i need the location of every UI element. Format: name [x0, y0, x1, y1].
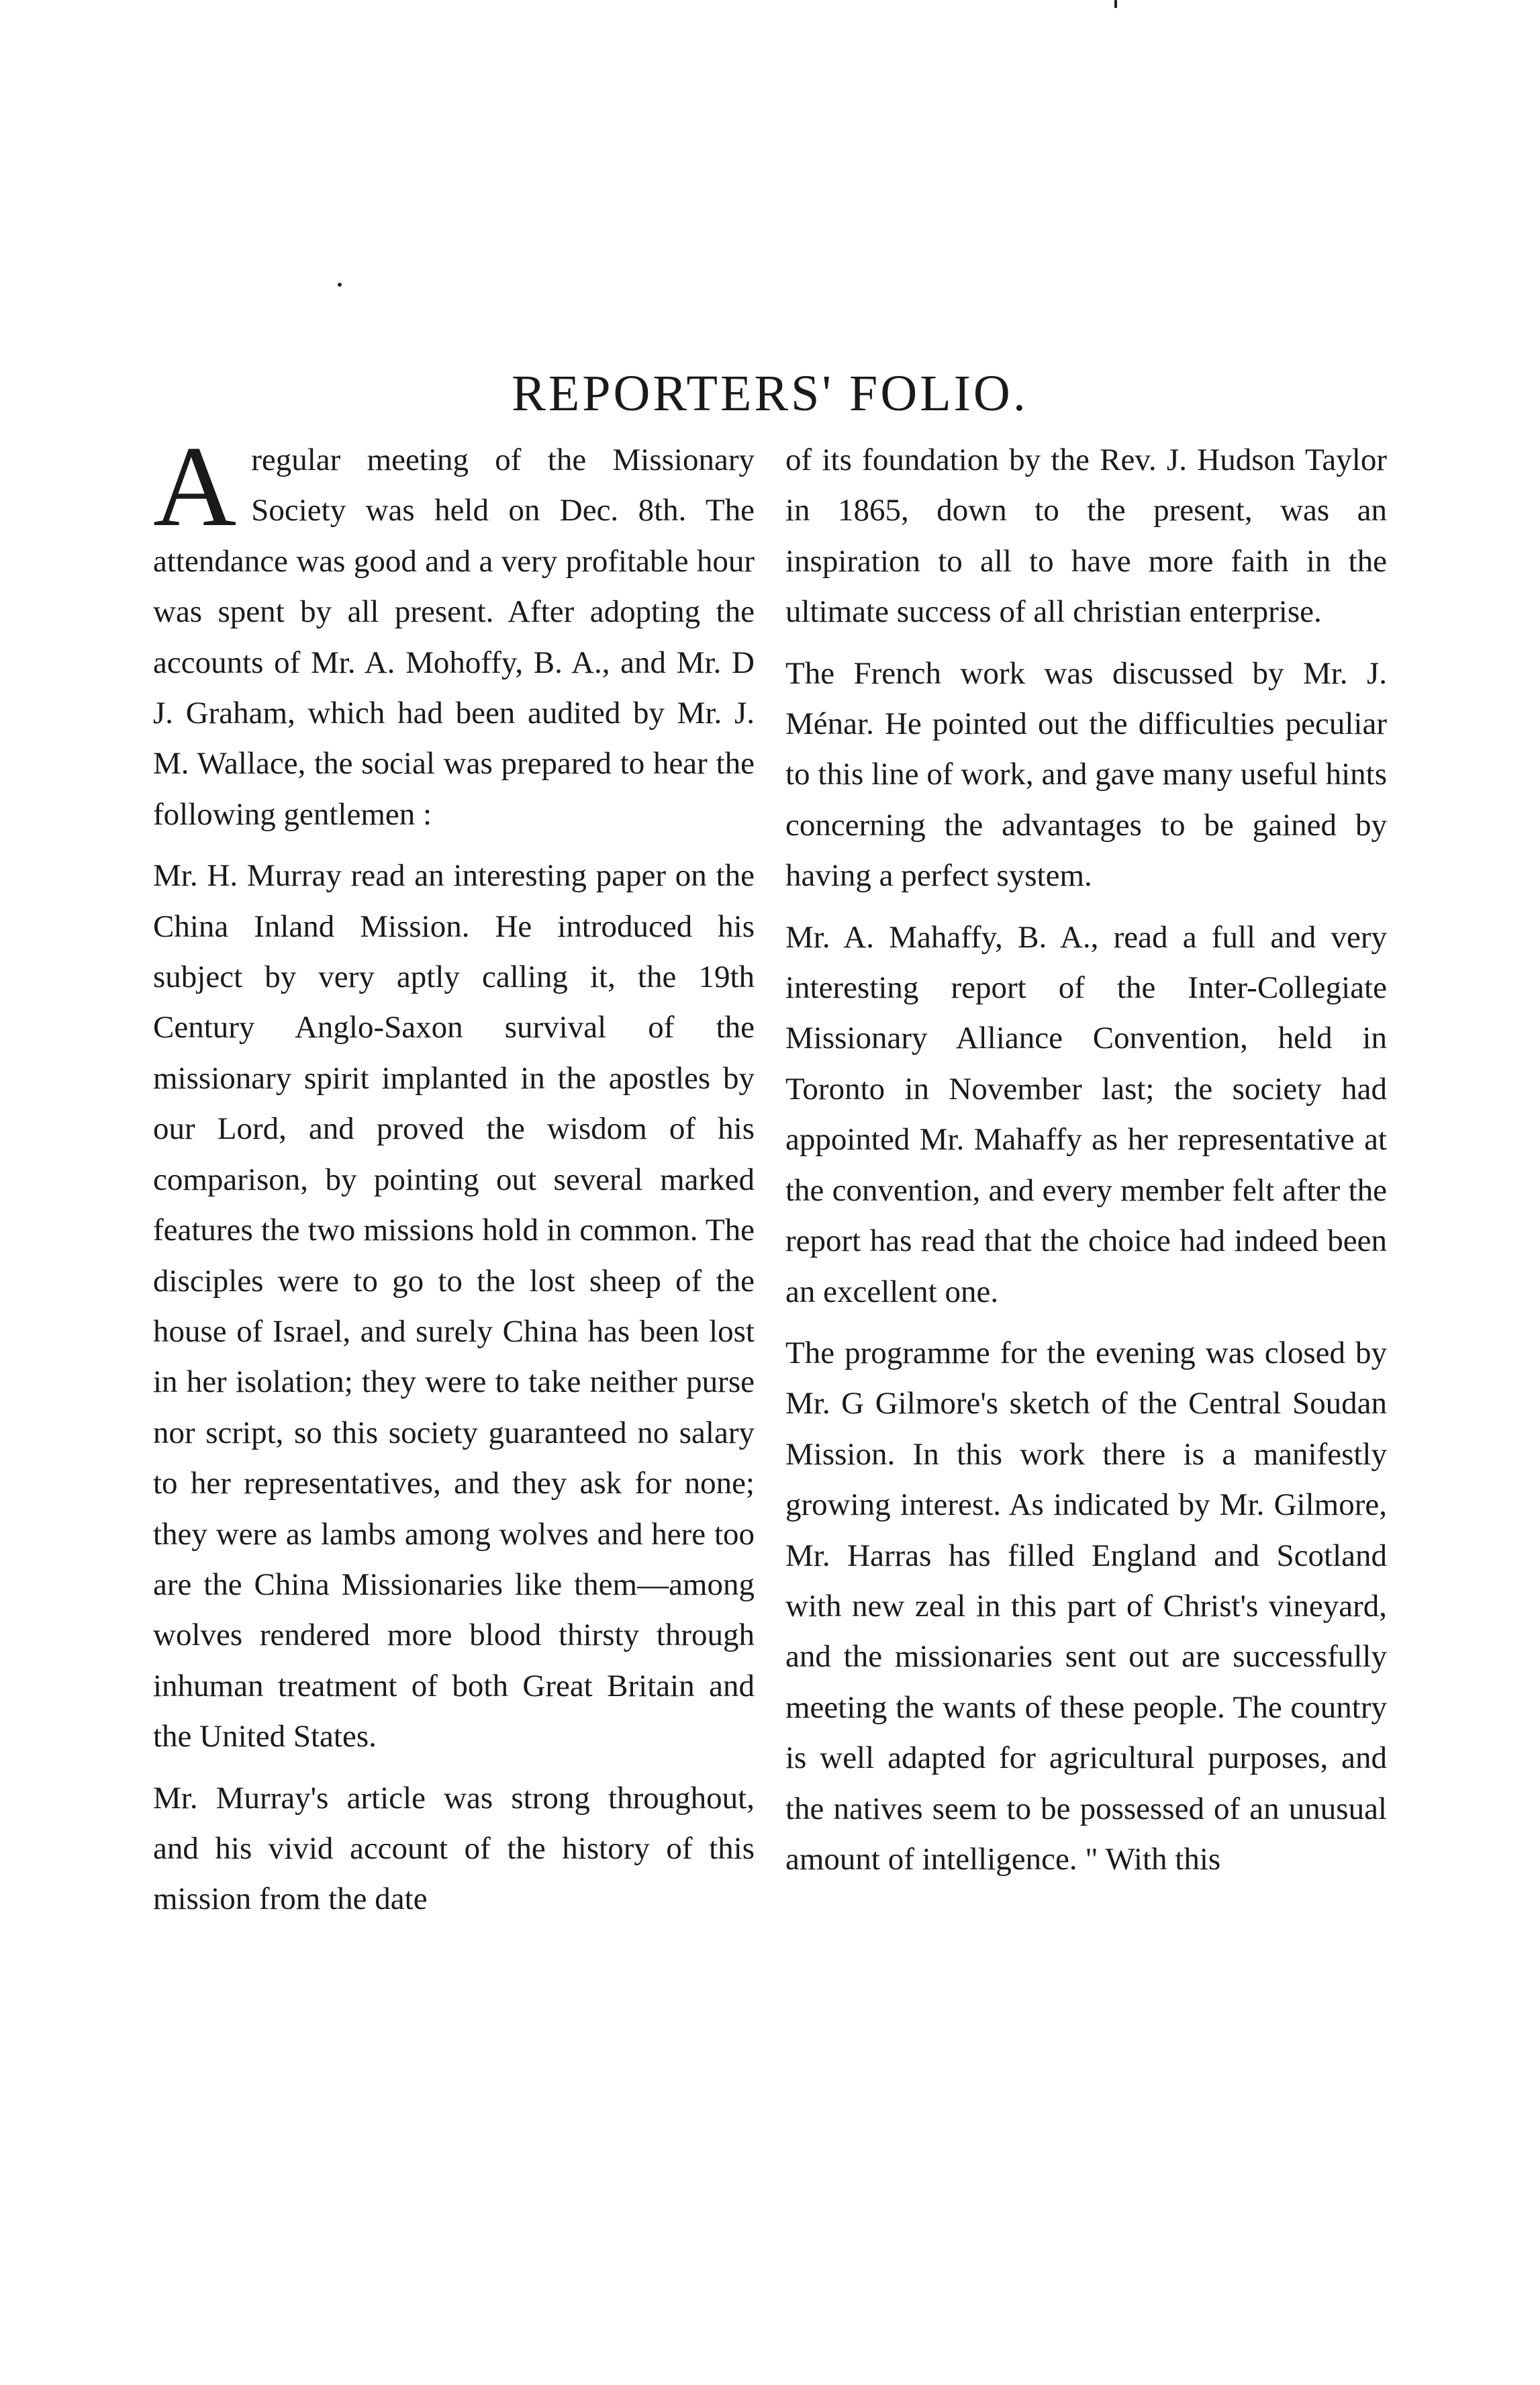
paragraph: Mr. A. Mahaffy, B. A., read a full and very interesting report of the Inter-Collegiate Missionary Alliance Convention, held in Toronto in November last; the society had appointed Mr. Mahaffy as her representative at the convention, and every member felt after the report has read that the choice had indeed been an excellent one. — [785, 919, 1387, 1309]
paragraph: The programme for the evening was closed by Mr. G Gilmore's sketch of the Central Soudan Mission. In this work there is a manifestly growing interest. As indicated by Mr. Gilmore, Mr. Harras has filled England and Scotland with new zeal in this part of Christ's vineyard, and the missionaries sent out are successfully meeting the wants of these people. The country is well adapted for agricultural purposes, and the natives seem to be possessed of an unusual amount of intelligence. " With this — [785, 1335, 1387, 1877]
paragraph-text: regular meeting of the Missionary Society was held on Dec. 8th. The attendance was good and a very profitable hour was spent by all present. After adopting the accounts of Mr. A. Mohoffy, B. A., and Mr. D J. Graham, which had been audited by Mr. J. M. Wallace, the social was prepared to hear the following gentlemen : — [153, 442, 755, 832]
right-column — [785, 435, 1387, 1896]
left-column — [153, 423, 755, 1936]
paragraph: The French work was discussed by Mr. J. Ménar. He pointed out the difficulties peculiar to this line of work, and gave many useful hints concerning the advantages to be gained by having a perfect system. — [785, 655, 1387, 894]
paragraph — [153, 423, 755, 840]
print-speck — [338, 283, 342, 287]
drop-cap: A — [153, 423, 237, 551]
paragraph: of its foundation by the Rev. J. Hudson Taylor in 1865, down to the present, was an inspiration to all to have more faith in the ultimate success of all christian enterprise. — [785, 442, 1387, 630]
print-speck — [1114, 0, 1117, 8]
paragraph: Mr. H. Murray read an interesting paper on the China Inland Mission. He introduced his subject by very aptly calling it, the 19th Century Anglo-Saxon survival of the missionary spirit implanted in the apostles by our Lord, and proved the wisdom of his comparison, by pointing out several marked features the two missions hold in common. The disciples were to go to the lost sheep of the house of Israel, and surely China has been lost in her isolation; they were to take neither purse nor script, so this society guaranteed no salary to her representatives, and they ask for none; they were as lambs among wolves and here too are the China Missionaries like them—among wolves rendered more blood thirsty through inhuman treatment of both Great Britain and the United States. — [153, 858, 755, 1755]
paragraph: Mr. Murray's article was strong throughout, and his vivid account of the history of this mission from the date — [153, 1780, 755, 1917]
page-title: REPORTERS' FOLIO. — [512, 365, 1028, 422]
